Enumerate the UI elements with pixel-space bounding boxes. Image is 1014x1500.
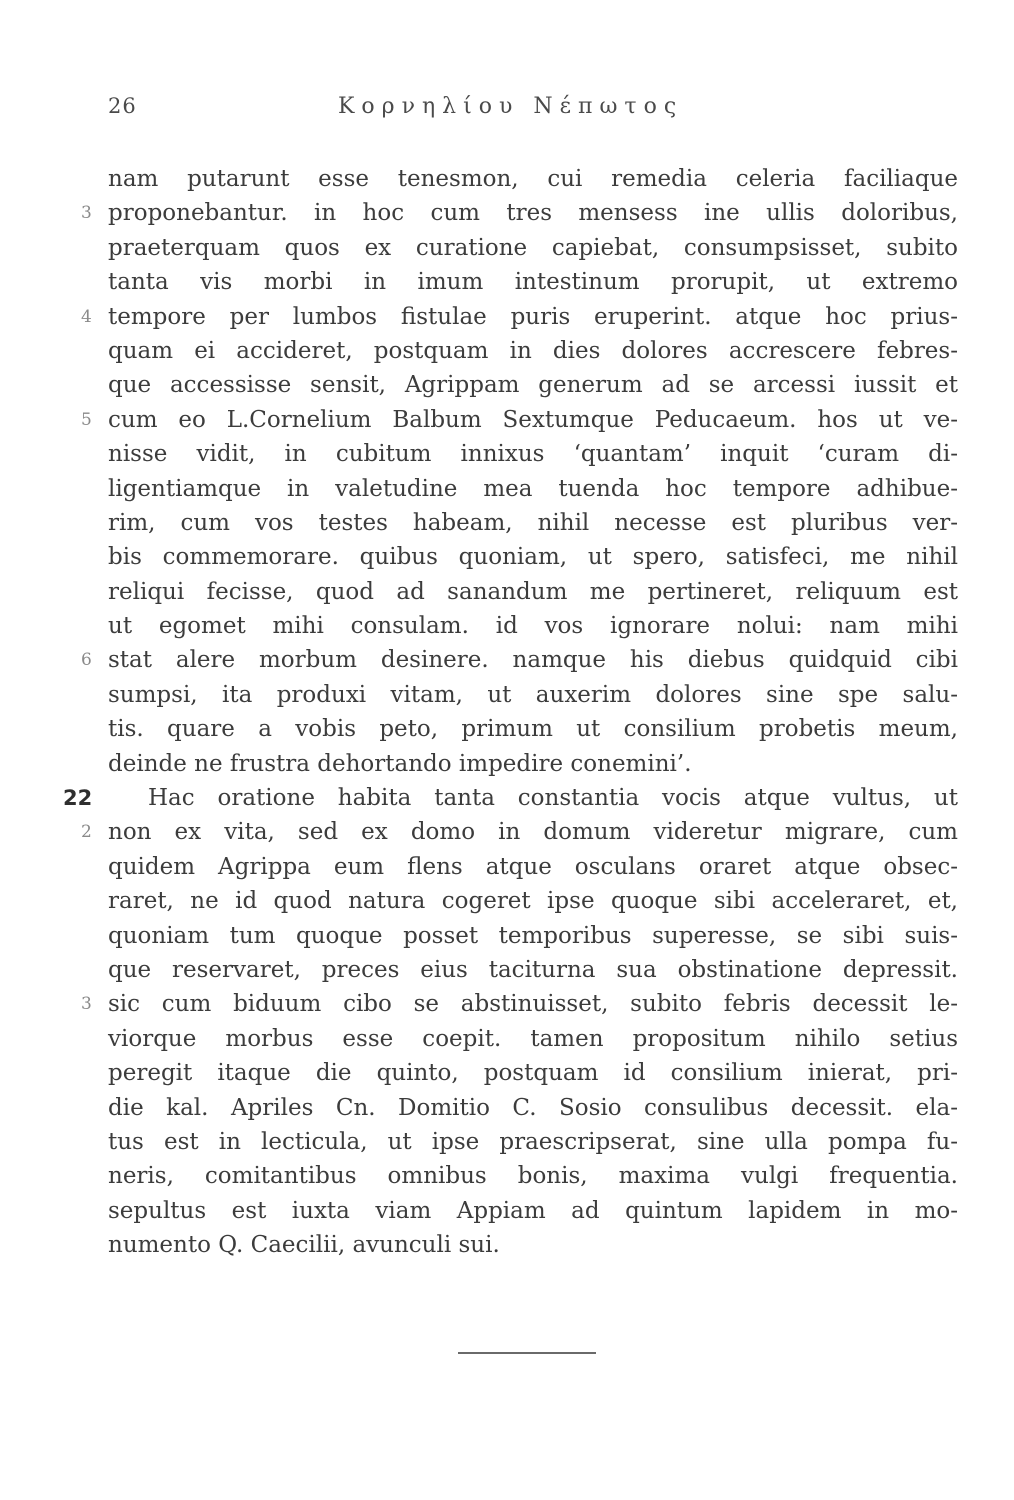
text-line xyxy=(108,953,958,987)
line-text: reliqui fecisse, quod ad sanandum me pertineret, reliquum est xyxy=(108,578,958,605)
line-text: cum eo L.Cornelium Balbum Sextumque Peducaeum. hos ut ve- xyxy=(108,406,958,433)
text-line xyxy=(81,403,958,437)
line-text: quam ei accideret, postquam in dies dolores accrescere febres- xyxy=(108,337,958,364)
line-text: sic cum biduum cibo se abstinuisset, subito febris decessit le- xyxy=(108,991,958,1018)
line-text: ut egomet mihi consulam. id vos ignorare nolui: nam mihi xyxy=(108,613,958,640)
line-text: praeterquam quos ex curatione capiebat, consumpsisset, subito xyxy=(108,234,958,261)
line-text: Hac oratione habita tanta constantia vocis atque vultus, ut xyxy=(148,785,958,812)
line-text: que accessisse sensit, Agrippam generum ad se arcessi iussit et xyxy=(108,372,958,399)
text-line xyxy=(108,265,958,299)
text-line xyxy=(108,678,958,712)
text-line xyxy=(108,575,958,609)
line-text: quidem Agrippa eum flens atque osculans oraret atque obsec- xyxy=(108,853,958,880)
text-line xyxy=(81,196,958,230)
text-line xyxy=(108,437,958,471)
line-text: stat alere morbum desinere. namque his diebus quidquid cibi xyxy=(108,647,958,674)
section-number: 2 xyxy=(81,822,92,843)
section-number: 3 xyxy=(81,203,92,224)
text-line xyxy=(81,987,958,1021)
text-line xyxy=(108,540,958,574)
text-line xyxy=(108,368,958,402)
end-rule xyxy=(458,1352,596,1354)
text-line xyxy=(108,1022,958,1056)
text-line xyxy=(108,609,958,643)
text-line xyxy=(81,815,958,849)
line-text: deinde ne frustra dehortando impedire conemini’. xyxy=(108,750,692,777)
line-text: que reservaret, preces eius taciturna sua obstinatione depressit. xyxy=(108,956,958,983)
text-line xyxy=(108,850,958,884)
line-text: tus est in lecticula, ut ipse praescripserat, sine ulla pompa fu- xyxy=(108,1128,958,1155)
section-number: 6 xyxy=(81,650,92,671)
body-text xyxy=(63,162,958,1263)
line-text: numento Q. Caecilii, avunculi sui. xyxy=(108,1232,500,1259)
section-number: 5 xyxy=(81,409,92,430)
line-text: rim, cum vos testes habeam, nihil necesse est pluribus ver- xyxy=(108,509,958,536)
section-number: 4 xyxy=(81,306,92,327)
page-number: 26 xyxy=(108,94,137,118)
line-text: raret, ne id quod natura cogeret ipse quoque sibi acceleraret, et, xyxy=(108,888,958,915)
text-line xyxy=(108,1228,958,1262)
text-line xyxy=(108,1159,958,1193)
line-text: proponebantur. in hoc cum tres mensess ine ullis doloribus, xyxy=(108,200,958,227)
text-line xyxy=(63,781,958,815)
page-header xyxy=(108,94,958,130)
line-text: sepultus est iuxta viam Appiam ad quintum lapidem in mo- xyxy=(108,1197,958,1224)
line-text: tis. quare a vobis peto, primum ut consilium probetis meum, xyxy=(108,716,958,743)
line-text: sumpsi, ita produxi vitam, ut auxerim dolores sine spe salu- xyxy=(108,681,958,708)
text-line xyxy=(108,747,958,781)
line-text: neris, comitantibus omnibus bonis, maxima vulgi frequentia. xyxy=(108,1163,958,1190)
text-line xyxy=(81,300,958,334)
text-line xyxy=(108,919,958,953)
text-line xyxy=(108,1125,958,1159)
text-line xyxy=(108,162,958,196)
line-text: tempore per lumbos fistulae puris eruperint. atque hoc prius- xyxy=(108,303,958,330)
text-line xyxy=(108,472,958,506)
line-text: peregit itaque die quinto, postquam id consilium inierat, pri- xyxy=(108,1060,958,1087)
text-line xyxy=(108,1194,958,1228)
text-line xyxy=(108,712,958,746)
line-text: die kal. Apriles Cn. Domitio C. Sosio consulibus decessit. ela- xyxy=(108,1094,958,1121)
text-line xyxy=(108,506,958,540)
line-text: non ex vita, sed ex domo in domum videretur migrare, cum xyxy=(108,819,958,846)
line-text: viorque morbus esse coepit. tamen propositum nihilo setius xyxy=(108,1025,958,1052)
line-text: ligentiamque in valetudine mea tuenda hoc tempore adhibue- xyxy=(108,475,958,502)
line-text: nam putarunt esse tenesmon, cui remedia celeria faciliaque xyxy=(108,166,958,192)
text-line xyxy=(108,334,958,368)
line-text: quoniam tum quoque posset temporibus superesse, se sibi suis- xyxy=(108,922,958,949)
line-text: nisse vidit, in cubitum innixus ‘quantam’ inquit ‘curam di- xyxy=(108,441,958,468)
text-line xyxy=(108,1091,958,1125)
text-line xyxy=(108,884,958,918)
text-line xyxy=(108,1056,958,1090)
section-number: 3 xyxy=(81,994,92,1015)
line-text: bis commemorare. quibus quoniam, ut spero, satisfeci, me nihil xyxy=(108,544,958,571)
text-line xyxy=(81,643,958,677)
line-text: tanta vis morbi in imum intestinum prorupit, ut extremo xyxy=(108,269,958,296)
running-head: Κορνηλίου Νέπωτος xyxy=(338,94,684,119)
text-line xyxy=(108,231,958,265)
chapter-number: 22 xyxy=(63,786,93,811)
